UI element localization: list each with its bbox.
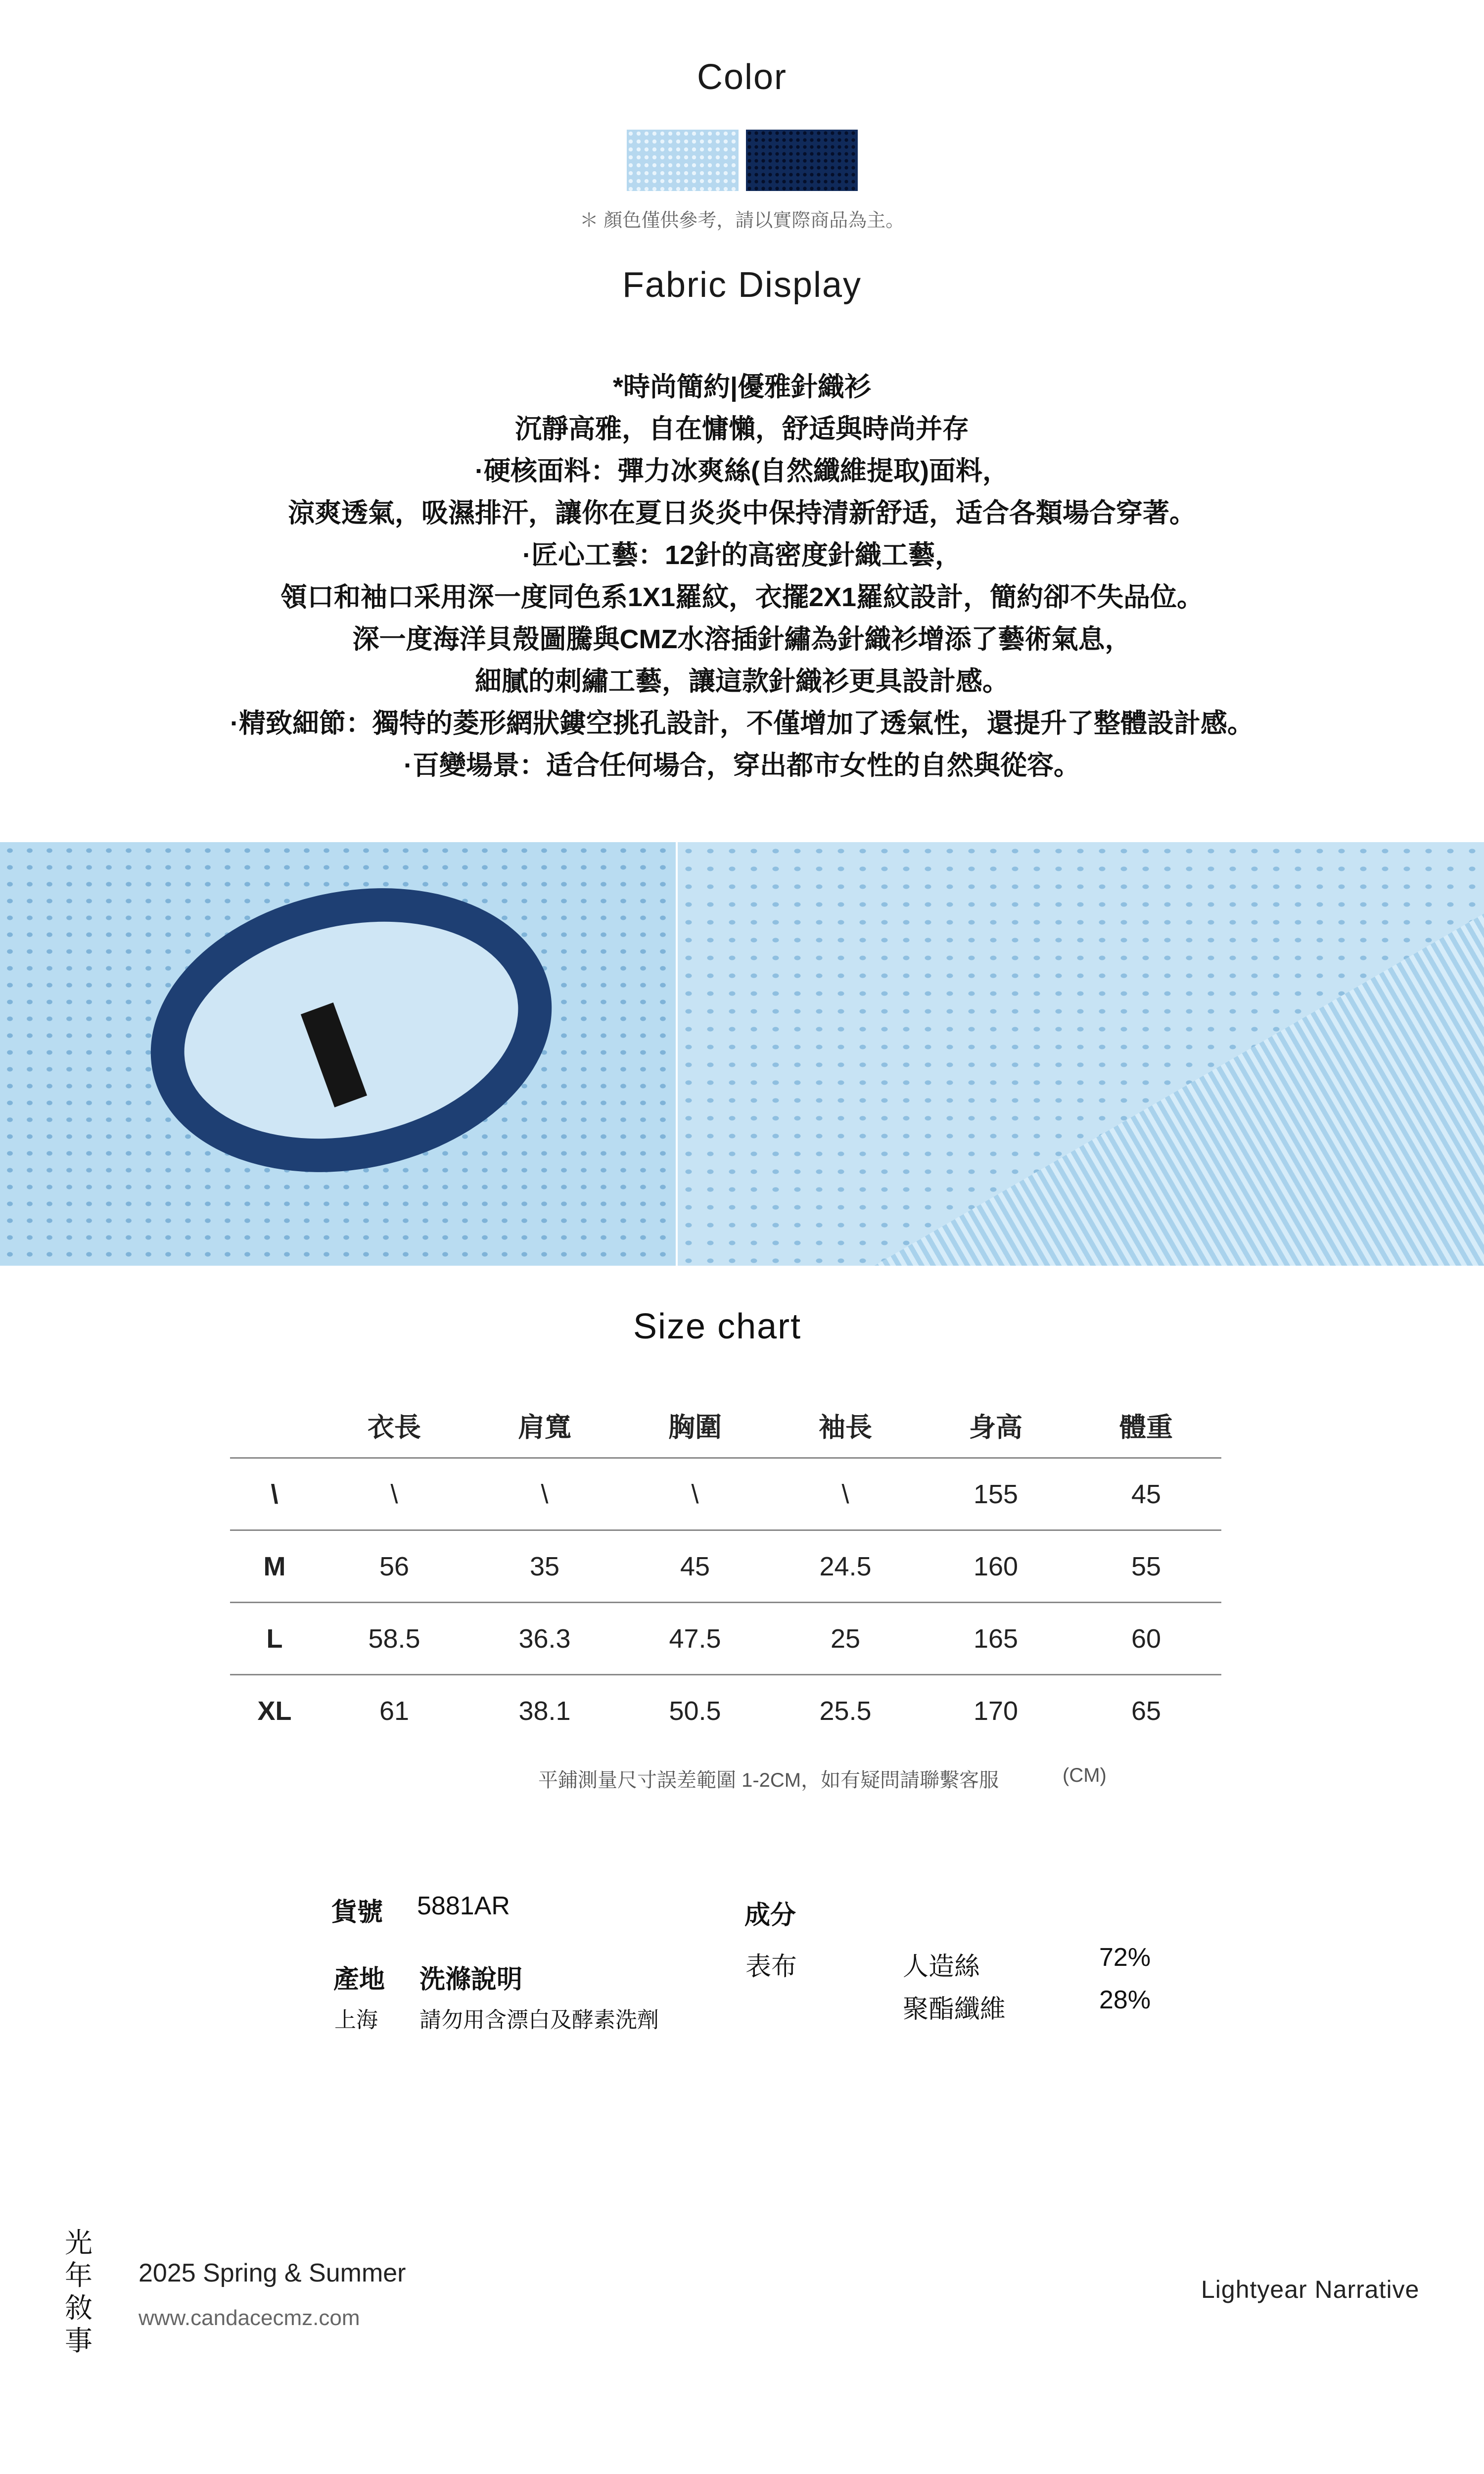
table-cell: 58.5 (319, 1603, 469, 1675)
table-cell: 60 (1071, 1603, 1221, 1675)
table-row (230, 1603, 1221, 1675)
wash-value: 請勿用含漂白及酵素洗劑 (419, 2008, 659, 2032)
table-cell: 38.1 (469, 1675, 620, 1747)
table-cell: \ (469, 1458, 620, 1530)
ribbed-hem (678, 900, 1484, 1266)
origin-value: 上海 (334, 2008, 378, 2032)
table-cell: 24.5 (770, 1530, 921, 1603)
header-cell: 肩寬 (518, 1412, 571, 1442)
material-name: 聚酯纖維 (903, 1995, 1006, 2024)
brand-char: 年 (65, 2260, 93, 2291)
desc-line: ·精致細節：獨特的菱形網狀鏤空挑孔設計，不僅增加了透氣性，還提升了整體設計感。 (230, 709, 1254, 738)
unit-label: (CM) (1063, 1764, 1107, 1786)
collar-ring (124, 853, 579, 1208)
desc-line: ·硬核面料：彈力冰爽絲(自然纖維提取)面料， (475, 456, 1009, 486)
size-table-header (230, 1393, 1221, 1458)
size-label: \ (230, 1458, 319, 1530)
size-label: M (230, 1530, 319, 1603)
desc-line: 細膩的刺繡工藝，讓這款針織衫更具設計感。 (475, 666, 1009, 696)
table-cell: 35 (469, 1530, 620, 1603)
measure-note: 平鋪測量尺寸誤差範圍 1-2CM，如有疑問請聯繫客服 (538, 1769, 999, 1791)
color-title: Color (696, 57, 788, 97)
color-note: ＊ 顏色僅供參考，請以實際商品為主。 (579, 210, 905, 231)
table-cell: 170 (921, 1675, 1071, 1747)
desc-line: ·百變場景：适合任何場合，穿出都市女性的自然與從容。 (404, 751, 1080, 780)
table-cell: 25 (770, 1603, 921, 1675)
header-cell: 體重 (1119, 1412, 1173, 1442)
brand-char: 事 (65, 2325, 93, 2356)
material-name: 人造絲 (903, 1952, 980, 1981)
sku-value: 5881AR (417, 1892, 510, 1920)
hem-detail-photo (678, 842, 1484, 1266)
header-cell (230, 1393, 319, 1458)
website-link[interactable]: www.candacecmz.com (139, 2306, 360, 2330)
table-row (230, 1530, 1221, 1603)
header-cell: 衣長 (368, 1412, 421, 1442)
table-row (230, 1675, 1221, 1747)
header-cell: 袖長 (819, 1412, 872, 1442)
sku-label: 貨號 (331, 1898, 383, 1927)
table-row (230, 1458, 1221, 1530)
brand-vertical-logo (63, 2227, 94, 2357)
desc-line: 領口和袖口采用深一度同色系1X1羅紋，衣擺2X1羅紋設計，簡約卻不失品位。 (280, 582, 1204, 612)
collar-detail-photo (0, 842, 676, 1266)
material-percent: 28% (1099, 1986, 1151, 2014)
table-cell: \ (319, 1458, 469, 1530)
composition-label: 成分 (744, 1901, 796, 1930)
table-cell: 65 (1071, 1675, 1221, 1747)
table-cell: \ (770, 1458, 921, 1530)
size-chart-title: Size chart (633, 1307, 802, 1346)
table-cell: 55 (1071, 1530, 1221, 1603)
table-cell: 47.5 (620, 1603, 770, 1675)
brand-char: 敘 (65, 2292, 93, 2324)
table-cell: 50.5 (620, 1675, 770, 1747)
table-cell: 45 (1071, 1458, 1221, 1530)
table-cell: 61 (319, 1675, 469, 1747)
fabric-label: 表布 (745, 1952, 797, 1981)
season-label: 2025 Spring & Summer (139, 2259, 406, 2287)
swatch-navy[interactable] (746, 130, 858, 191)
size-table (230, 1393, 1221, 1746)
size-label: XL (230, 1675, 319, 1747)
fabric-description (0, 366, 1484, 787)
wash-label: 洗滌說明 (419, 1965, 523, 1994)
header-cell: 胸圍 (668, 1412, 722, 1442)
brand-char: 光 (65, 2227, 93, 2258)
table-cell: 160 (921, 1530, 1071, 1603)
table-cell: \ (620, 1458, 770, 1530)
desc-line: 沉靜高雅，自在慵懶，舒适與時尚并存 (515, 414, 969, 444)
table-cell: 56 (319, 1530, 469, 1603)
header-cell: 身高 (969, 1412, 1022, 1442)
table-cell: 36.3 (469, 1603, 620, 1675)
table-cell: 45 (620, 1530, 770, 1603)
table-cell: 25.5 (770, 1675, 921, 1747)
brand-english: Lightyear Narrative (1201, 2276, 1420, 2303)
size-label: L (230, 1603, 319, 1675)
table-cell: 165 (921, 1603, 1071, 1675)
desc-line: 深一度海洋貝殼圖騰與CMZ水溶插針繡為針織衫增添了藝術氣息， (352, 624, 1132, 654)
table-cell: 155 (921, 1458, 1071, 1530)
material-percent: 72% (1099, 1943, 1151, 1972)
swatch-light-blue[interactable] (627, 130, 739, 191)
fabric-title: Fabric Display (622, 265, 862, 305)
desc-line: ·匠心工藝：12針的高密度針織工藝， (522, 540, 962, 570)
desc-line: 涼爽透氣，吸濕排汗，讓你在夏日炎炎中保持清新舒适，适合各類場合穿著。 (288, 498, 1196, 528)
origin-label: 產地 (333, 1965, 385, 1994)
desc-line: *時尚簡約|優雅針織衫 (612, 372, 872, 402)
